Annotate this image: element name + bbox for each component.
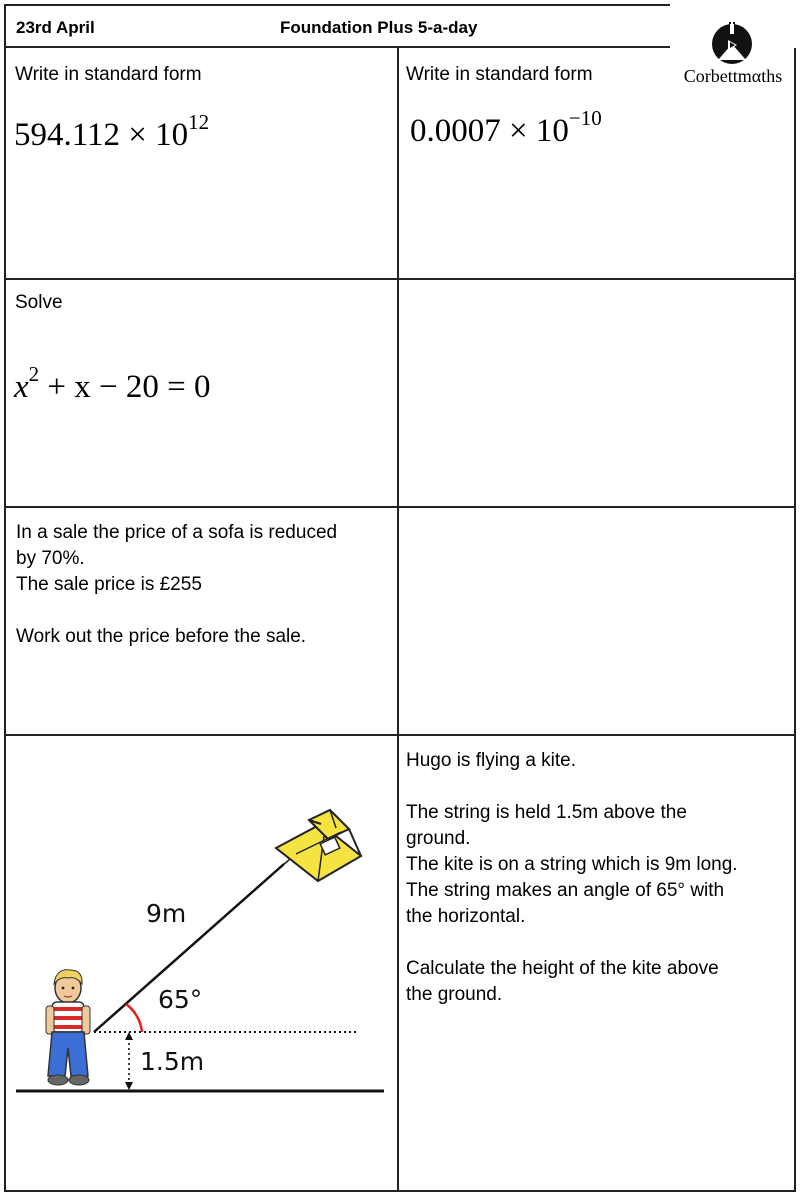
date-label: 23rd April <box>16 18 95 37</box>
question-1-expression <box>14 110 210 154</box>
question-3-variable: x <box>14 369 29 405</box>
worksheet <box>4 4 796 1192</box>
question-1-expression-base: 594.112 × 10 <box>14 117 189 153</box>
question-5-line <box>406 930 738 956</box>
question-4-line: Work out the price before the sale. <box>16 626 307 647</box>
question-4-line: In a sale the price of a sofa is reduced <box>16 522 338 543</box>
angle-label: 65° <box>158 985 203 1014</box>
question-cell-2 <box>399 48 794 278</box>
question-cell-5-diagram <box>6 736 397 1190</box>
height-arrow <box>125 1032 133 1090</box>
question-1-instruction: Write in standard form <box>15 64 202 85</box>
height-label: 1.5m <box>140 1047 205 1076</box>
question-5-line: the horizontal. <box>406 906 526 927</box>
question-5-line <box>406 774 738 800</box>
question-2-expression-exponent: −10 <box>568 106 602 130</box>
question-3-instruction: Solve <box>15 292 63 313</box>
question-4-line: The sale price is £255 <box>16 574 202 595</box>
question-5-line: The string makes an angle of 65° with <box>406 880 725 901</box>
question-4-line <box>16 598 337 624</box>
question-cell-4 <box>6 508 397 734</box>
question-cell-1 <box>6 48 397 278</box>
page-title: Foundation Plus 5-a-day <box>280 18 478 37</box>
question-cell-5-text <box>399 736 794 1190</box>
question-3-expression-rest: + x − 20 = 0 <box>39 369 211 405</box>
question-4-text <box>16 520 337 650</box>
question-5-text <box>406 748 738 1008</box>
question-3-expression <box>14 362 211 406</box>
string-length-label: 9m <box>146 899 187 928</box>
question-2-instruction: Write in standard form <box>406 64 593 85</box>
question-5-line: Calculate the height of the kite above <box>406 958 719 979</box>
question-5-line: Hugo is flying a kite. <box>406 750 577 771</box>
question-5-line: The kite is on a string which is 9m long. <box>406 854 738 875</box>
question-5-line: the ground. <box>406 984 503 1005</box>
angle-arc <box>126 1004 142 1032</box>
question-grid <box>4 48 796 1192</box>
question-2-expression-base: 0.0007 × 10 <box>410 113 569 149</box>
question-2-expression <box>410 106 602 150</box>
header-bar <box>4 4 670 48</box>
question-5-line: The string is held 1.5m above the <box>406 802 687 823</box>
kite-icon <box>276 810 361 881</box>
kite-diagram <box>6 736 397 1190</box>
boy-figure-icon <box>46 970 90 1085</box>
question-3-exponent: 2 <box>28 362 40 386</box>
question-cell-3 <box>6 280 397 506</box>
question-1-expression-exponent: 12 <box>188 110 210 134</box>
question-4-line: by 70%. <box>16 548 85 569</box>
question-5-line: ground. <box>406 828 471 849</box>
brand-name: Corbettmαths <box>683 66 783 86</box>
